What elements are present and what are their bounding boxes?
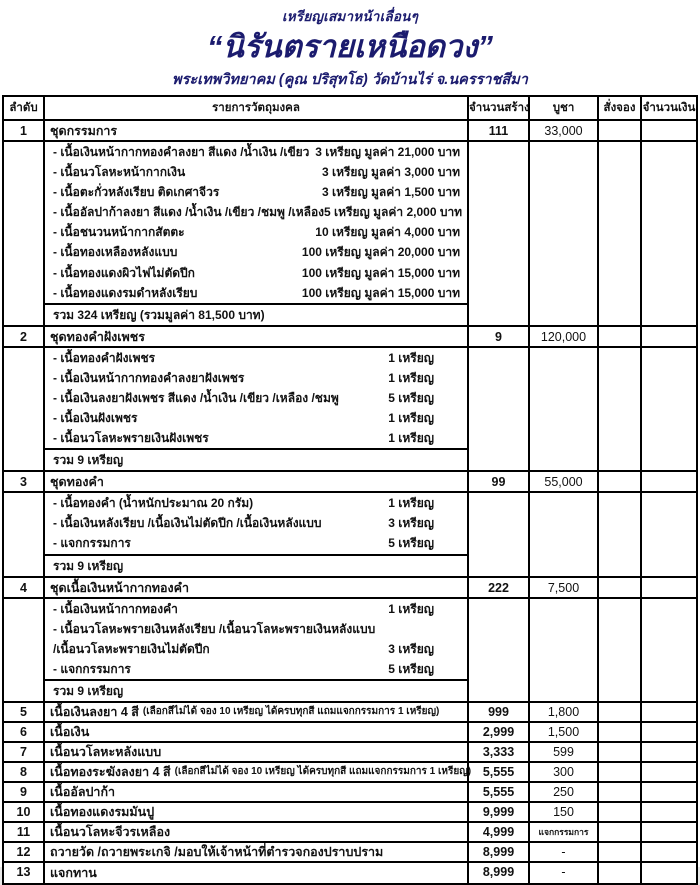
sub-item-qty: 1 เหรียญ	[388, 370, 434, 385]
item-cell	[43, 823, 467, 841]
amount-cell	[640, 743, 696, 761]
section-title: ชุดทองคำฝังเพชร	[43, 327, 467, 348]
sub-item-qty: 3 เหรียญ มูลค่า 21,000 บาท	[315, 145, 460, 159]
order-table	[2, 95, 698, 885]
row-number: 13	[16, 864, 31, 879]
table-row	[4, 783, 696, 803]
order-qty-cell	[597, 823, 640, 841]
section-item-list	[43, 599, 467, 701]
section-items-3	[4, 493, 696, 577]
price-cell	[528, 348, 597, 470]
table-row	[4, 743, 696, 763]
row-number: 10	[16, 804, 31, 819]
row-number: 5	[20, 704, 27, 719]
sub-item-label: /เนื้อนวโลหะพรายเงินไม่ตัดปีก	[53, 641, 210, 656]
table-row	[4, 703, 696, 723]
amount-cell	[640, 472, 696, 493]
amount-cell	[640, 863, 696, 883]
sub-item-label: - เนื้อเงินหน้ากากทองคำลงยาฝังเพชร	[53, 370, 245, 385]
amount-cell	[640, 763, 696, 781]
sub-item-label: - เนื้อทองคำฝังเพชร	[53, 350, 156, 365]
section-item-list	[43, 493, 467, 575]
row-number: 8	[20, 764, 27, 779]
price-cell: -	[528, 863, 597, 883]
price-cell: 33,000	[528, 121, 597, 142]
item-cell	[43, 763, 472, 781]
sub-item	[45, 619, 467, 639]
amount-cell	[640, 348, 696, 470]
item-title: เนื้อนวโลหะหลังแบบ	[50, 744, 162, 759]
sub-item	[45, 428, 467, 448]
sub-item-qty: 100 เหรียญ มูลค่า 20,000 บาท	[301, 245, 460, 260]
item-note: (เลือกสีไม่ได้ จอง 10 เหรียญ ได้ครบทุกสี แถมแจกกรรมการ 1 เหรียญ)	[142, 705, 440, 717]
sub-item	[45, 242, 467, 262]
sub-item-label: - เนื้อเงินหลังเรียบ /เนื้อเงินไม่ตัดปีก /เนื้อเงินหลังแบบ	[53, 516, 322, 531]
order-qty-cell	[597, 863, 640, 883]
section-items-4	[4, 599, 696, 703]
sub-item-label: - เนื้อนวโลหะพรายเงินฝังเพชร	[53, 431, 209, 446]
item-title: เนื้อเงิน	[50, 724, 90, 739]
qty-made-cell: 5,555	[467, 783, 528, 801]
amount-cell	[640, 142, 696, 325]
sub-item-label: - เนื้อเงินฝังเพชร	[53, 411, 138, 426]
item-title: เนื้อทองระฆังลงยา 4 สี	[50, 764, 171, 779]
row-number-empty	[4, 493, 43, 575]
sub-item	[45, 659, 467, 679]
price-cell: -	[528, 843, 597, 861]
amount-cell	[640, 803, 696, 821]
col-header-item: รายการวัตถุมงคล	[43, 97, 467, 119]
qty-made-cell	[467, 348, 528, 470]
item-title: เนื้อนวโลหะจีวรเหลือง	[50, 824, 171, 839]
order-qty-cell	[597, 121, 640, 142]
amount-cell	[640, 823, 696, 841]
order-qty-cell	[597, 723, 640, 741]
table-row	[4, 863, 696, 883]
row-number-empty	[4, 599, 43, 701]
price-cell	[528, 142, 597, 325]
item-cell	[43, 783, 467, 801]
table-row	[4, 763, 696, 783]
sub-item	[45, 513, 467, 533]
amount-cell	[640, 493, 696, 575]
sub-item-qty: 3 เหรียญ มูลค่า 3,000 บาท	[321, 165, 460, 180]
price-cell: 1,800	[528, 703, 597, 721]
sub-item-qty: 5 เหรียญ	[388, 536, 434, 551]
sub-item-qty: 5 เหรียญ	[388, 390, 434, 405]
sub-item-qty: 1 เหรียญ	[388, 431, 434, 446]
row-number: 11	[16, 824, 31, 839]
document-header	[0, 0, 700, 91]
qty-made-cell	[467, 599, 528, 701]
sub-item-qty: 100 เหรียญ มูลค่า 15,000 บาท	[301, 265, 460, 280]
qty-made-cell: 2,999	[467, 723, 528, 741]
col-header-qty-made: จำนวนสร้าง	[467, 97, 528, 119]
row-number-empty	[4, 348, 43, 470]
section-total: รวม 9 เหรียญ	[45, 679, 467, 701]
price-cell: 120,000	[528, 327, 597, 348]
order-qty-cell	[597, 743, 640, 761]
item-title: เนื้อทองแดงรมมันปู	[50, 804, 155, 819]
amount-cell	[640, 578, 696, 599]
order-qty-cell	[597, 843, 640, 861]
amount-cell	[640, 843, 696, 861]
amount-cell	[640, 327, 696, 348]
table-row	[4, 843, 696, 863]
sub-item	[45, 408, 467, 428]
page-title: “นิรันตรายเหนือดวง”	[207, 29, 493, 64]
sub-item-label: - เนื้อเงินลงยาฝังเพชร สีแดง /น้ำเงิน /เขียว /เหลือง /ชมพู	[53, 390, 339, 405]
item-note: (เลือกสีไม่ได้ จอง 10 เหรียญ ได้ครบทุกสี แถมแจกกรรมการ 1 เหรียญ)	[174, 765, 472, 777]
order-qty-cell	[597, 578, 640, 599]
amount-cell	[640, 703, 696, 721]
qty-made-cell: 222	[467, 578, 528, 599]
sub-item	[45, 142, 467, 162]
sub-item	[45, 348, 467, 368]
sub-item-qty: 3 เหรียญ มูลค่า 1,500 บาท	[321, 185, 460, 200]
section-item-list	[43, 348, 467, 470]
sub-item-label: - เนื้อทองเหลืองหลังแบบ	[53, 245, 178, 260]
sub-item-label: - เนื้อทองคำ (น้ำหนักประมาณ 20 กรัม)	[53, 496, 254, 511]
sub-item	[45, 388, 467, 408]
sub-item-label: - เนื้ออัลปาก้าลงยา สีแดง /น้ำเงิน /เขียว /ชมพู /เหลือง	[53, 205, 325, 220]
item-title: เนื้ออัลปาก้า	[50, 784, 116, 799]
col-header-no: ลำดับ	[9, 102, 38, 114]
sub-item-qty: 5 เหรียญ มูลค่า 2,000 บาท	[324, 205, 463, 220]
sub-item-label: - แจกกรรมการ	[53, 536, 131, 551]
section-total: รวม 9 เหรียญ	[45, 448, 467, 470]
table-row	[4, 723, 696, 743]
order-qty-cell	[597, 348, 640, 470]
item-cell	[43, 723, 467, 741]
qty-made-cell	[467, 142, 528, 325]
order-qty-cell	[597, 493, 640, 575]
qty-made-cell: 4,999	[467, 823, 528, 841]
order-qty-cell	[597, 327, 640, 348]
section-title: ชุดกรรมการ	[43, 121, 467, 142]
order-qty-cell	[597, 703, 640, 721]
qty-made-cell: 3,333	[467, 743, 528, 761]
order-qty-cell	[597, 472, 640, 493]
qty-made-cell: 5,555	[467, 763, 528, 781]
section-row-4	[4, 578, 696, 599]
row-number: 12	[16, 844, 31, 859]
qty-made-cell: 8,999	[467, 843, 528, 861]
qty-made-cell: 9,999	[467, 803, 528, 821]
item-title: เนื้อเงินลงยา 4 สี	[50, 704, 139, 719]
amount-cell	[640, 121, 696, 142]
sub-item	[45, 533, 467, 553]
sub-item	[45, 368, 467, 388]
row-number: 7	[20, 744, 27, 759]
price-cell: 250	[528, 783, 597, 801]
section-total: รวม 324 เหรียญ (รวมมูลค่า 81,500 บาท)	[45, 303, 467, 325]
qty-made-cell	[467, 493, 528, 575]
sub-item-qty: 1 เหรียญ	[388, 350, 434, 365]
sub-item-qty: 1 เหรียญ	[388, 411, 434, 426]
sub-item-qty: 1 เหรียญ	[388, 496, 434, 511]
sub-item-qty: 1 เหรียญ	[388, 601, 434, 616]
sub-item	[45, 493, 467, 513]
col-header-price: บูชา	[528, 97, 597, 119]
col-header-order: สั่งจอง	[597, 97, 640, 119]
sub-item-label: - เนื้อชนวนหน้ากากสัตตะ	[53, 225, 185, 240]
sub-item	[45, 162, 467, 182]
sub-item	[45, 202, 467, 222]
sub-item	[45, 182, 467, 202]
sub-item-qty: 5 เหรียญ	[388, 661, 434, 676]
price-cell: 1,500	[528, 723, 597, 741]
price-cell: 55,000	[528, 472, 597, 493]
row-number: 3	[20, 475, 27, 490]
sub-item-qty: 3 เหรียญ	[388, 516, 434, 531]
item-title: แจกทาน	[50, 865, 97, 880]
item-cell	[43, 703, 467, 721]
qty-made-cell: 8,999	[467, 863, 528, 883]
row-number: 9	[20, 784, 27, 799]
sub-item-qty: 3 เหรียญ	[388, 641, 434, 656]
order-qty-cell	[597, 599, 640, 701]
row-number: 4	[20, 580, 27, 595]
section-total: รวม 9 เหรียญ	[45, 554, 467, 576]
header-line1: เหรียญเสมาหน้าเลื่อนๆ	[281, 9, 419, 24]
sub-item-label: - เนื้อทองแดงผิวไฟไม่ตัดปีก	[53, 265, 195, 280]
section-row-2	[4, 327, 696, 348]
item-title: ถวายวัด /ถวายพระเกจิ /มอบให้เจ้าหน้าที่ตำรวจกองปราบปราม	[50, 844, 384, 859]
item-cell	[43, 803, 467, 821]
order-qty-cell	[597, 763, 640, 781]
sub-item-label: - เนื้อตะกั่วหลังเรียบ ติดเกศาจีวร	[53, 185, 220, 200]
table-header-row	[4, 97, 696, 121]
price-cell	[528, 599, 597, 701]
item-cell	[43, 743, 467, 761]
section-title: ชุดเนื้อเงินหน้ากากทองคำ	[43, 578, 467, 599]
section-row-1	[4, 121, 696, 142]
sub-item-label: - เนื้อเงินหน้ากากทองคำ	[53, 601, 178, 616]
sub-item	[45, 599, 467, 619]
sub-item-label: - เนื้อนวโลหะหน้ากากเงิน	[53, 165, 186, 180]
sub-item-qty: 10 เหรียญ มูลค่า 4,000 บาท	[315, 225, 460, 240]
section-row-3	[4, 472, 696, 493]
sub-item-label: - เนื้อนวโลหะพรายเงินหลังเรียบ /เนื้อนวโลหะพรายเงินหลังแบบ	[53, 621, 376, 636]
price-cell: 300	[528, 763, 597, 781]
order-qty-cell	[597, 803, 640, 821]
amount-cell	[640, 783, 696, 801]
col-header-amount: จำนวนเงิน	[640, 97, 696, 119]
sub-item	[45, 283, 467, 303]
sub-item-label: - แจกกรรมการ	[53, 661, 131, 676]
amount-cell	[640, 599, 696, 701]
row-number: 1	[20, 124, 27, 138]
qty-made-cell: 9	[467, 327, 528, 348]
order-qty-cell	[597, 783, 640, 801]
price-cell: แจกกรรมการ	[528, 823, 597, 841]
sub-item	[45, 263, 467, 283]
section-items-1	[4, 142, 696, 327]
order-qty-cell	[597, 142, 640, 325]
price-cell: 599	[528, 743, 597, 761]
table-row	[4, 823, 696, 843]
qty-made-cell: 999	[467, 703, 528, 721]
item-cell	[43, 863, 467, 883]
section-item-list	[43, 142, 467, 325]
section-items-2	[4, 348, 696, 472]
sub-item-qty: 100 เหรียญ มูลค่า 15,000 บาท	[301, 285, 460, 300]
row-number: 6	[20, 724, 27, 739]
page-subtitle: พระเทพวิทยาคม (คูณ ปริสุทโธ) วัดบ้านไร่ จ.นครราชสีมา	[172, 72, 528, 88]
price-cell: 7,500	[528, 578, 597, 599]
row-number: 2	[20, 329, 27, 344]
table-row	[4, 803, 696, 823]
qty-made-cell: 99	[467, 472, 528, 493]
price-cell: 150	[528, 803, 597, 821]
amount-cell	[640, 723, 696, 741]
sub-item-qty	[434, 619, 467, 639]
sub-item-label: - เนื้อทองแดงรมดำหลังเรียบ	[53, 285, 198, 300]
sub-item-label: - เนื้อเงินหน้ากากทองคำลงยา สีแดง /น้ำเงิน /เขียว	[53, 145, 310, 159]
sub-item	[45, 222, 467, 242]
qty-made-cell: 111	[467, 121, 528, 142]
sub-item	[45, 639, 467, 659]
section-title: ชุดทองคำ	[43, 472, 467, 493]
row-number-empty	[4, 142, 43, 325]
item-cell	[43, 843, 467, 861]
price-cell	[528, 493, 597, 575]
